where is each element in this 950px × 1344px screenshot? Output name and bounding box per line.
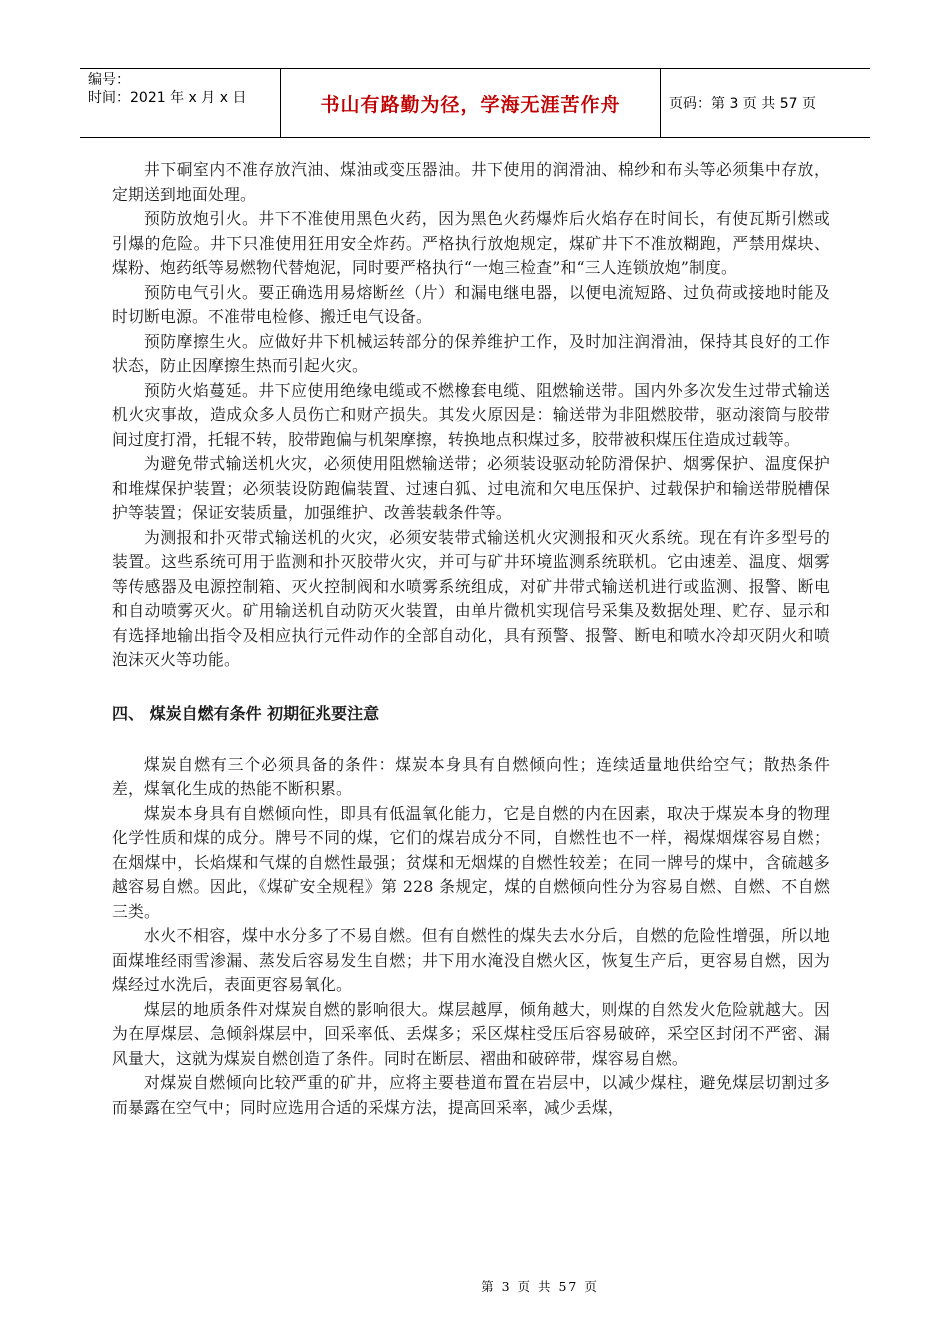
paragraph: 预防火焰蔓延。井下应使用绝缘电缆或不燃橡套电缆、阻燃输送带。国内外多次发生过带式输送机火灾事故，造成众多人员伤亡和财产损失。其发火原因是：输送带为非阻燃胶带，驱动滚筒与胶带间过度打滑，托辊不转，胶带跑偏与机架摩擦，转换地点积煤过多，胶带被积煤压住造成过载等。 <box>112 380 830 449</box>
document-time: 时间：2021 年 x 月 x 日 <box>88 90 247 106</box>
paragraph: 为避免带式输送机火灾，必须使用阻燃输送带；必须装设驱动轮防滑保护、烟雾保护、温度保护和堆煤保护装置；必须装设防跑偏装置、过速白狐、过电流和欠电压保护、过载保护和输送带脱槽保护等装置；保证安装质量，加强维护、改善装载条件等。 <box>112 454 830 522</box>
paragraph: 预防摩擦生火。应做好井下机械运转部分的保养维护工作，及时加注润滑油，保持其良好的工作状态，防止因摩擦生热而引起火灾。 <box>112 331 830 375</box>
header-page-info: 页码：第 3 页 共 57 页 <box>669 96 816 112</box>
page-footer: 第 3 页 共 57 页 <box>481 1279 599 1294</box>
paragraph: 井下硐室内不准存放汽油、煤油或变压器油。井下使用的润滑油、棉纱和布头等必须集中存放，定期送到地面处理。 <box>112 160 830 204</box>
document-number-label: 编号： <box>88 72 130 88</box>
paragraph: 煤炭自燃有三个必须具备的条件：煤炭本身具有自燃倾向性；连续适量地供给空气；散热条件差，煤氧化生成的热能不断积累。 <box>112 754 830 798</box>
page-header <box>80 68 870 138</box>
header-motto: 书山有路勤为径，学海无涯苦作舟 <box>281 69 661 137</box>
paragraph: 预防电气引火。要正确选用易熔断丝（片）和漏电继电器，以便电流短路、过负荷或接地时能及时切断电源。不准带电检修、搬迁电气设备。 <box>112 282 830 326</box>
paragraph: 为测报和扑灭带式输送机的火灾，必须安装带式输送机火灾测报和灭火系统。现在有许多型号的装置。这些系统可用于监测和扑灭胶带火灾，并可与矿井环境监测系统联机。它由速差、温度、烟雾等传感器及电源控制箱、灭火控制阀和水喷雾系统组成，对矿井带式输送机进行或监测、报警、断电和自动喷雾灭火。矿用输送机自动防灭火装置，由单片微机实现信号采集及数据处理、贮存、显示和有选择地输出指令及相应执行元件动作的全部自动化，具有预警、报警、断电和喷水冷却灭阴火和喷泡沫灭火等功能。 <box>112 527 830 669</box>
paragraph: 水火不相容，煤中水分多了不易自燃。但有自燃性的煤失去水分后，自燃的危险性增强，所以地面煤堆经雨雪渗漏、蒸发后容易发生自燃；井下用水淹没自燃火区，恢复生产后，更容易自燃，因为煤经过水洗后，表面更容易氧化。 <box>112 926 830 994</box>
paragraph: 煤层的地质条件对煤炭自燃的影响很大。煤层越厚，倾角越大，则煤的自然发火危险就越大。因为在厚煤层、急倾斜煤层中，回采率低、丢煤多；采区煤柱受压后容易破碎，采空区封闭不严密、漏风量大，这就为煤炭自燃创造了条件。同时在断层、褶曲和破碎带，煤容易自燃。 <box>112 999 830 1068</box>
paragraph: 对煤炭自燃倾向比较严重的矿井，应将主要巷道布置在岩层中，以减少煤柱，避免煤层切割过多而暴露在空气中；同时应选用合适的采煤方法，提高回采率，减少丢煤， <box>112 1073 830 1117</box>
section-heading: 四、 煤炭自燃有条件 初期征兆要注意 <box>112 703 380 723</box>
paragraph: 煤炭本身具有自燃倾向性，即具有低温氧化能力，它是自燃的内在因素，取决于煤炭本身的物理化学性质和煤的成分。牌号不同的煤，它们的煤岩成分不同，自燃性也不一样，褐煤烟煤容易自燃；在烟煤中，长焰煤和气煤的自燃性最强；贫煤和无烟煤的自燃性较差；在同一牌号的煤中，含硫越多越容易自燃。因此，《煤矿安全规程》第 228 条规定，煤的自燃倾向性分为容易自燃、自燃、不自燃三类。 <box>112 803 830 921</box>
paragraph: 预防放炮引火。井下不准使用黑色火药，因为黑色火药爆炸后火焰存在时间长，有使瓦斯引燃或引爆的危险。井下只准使用狂用安全炸药。严格执行放炮规定，煤矿井下不准放糊跑，严禁用煤块、煤粉、炮药纸等易燃物代替炮泥，同时要严格执行“一炮三检查”和“三人连锁放炮”制度。 <box>112 209 830 277</box>
document-body <box>112 158 830 1120</box>
header-meta <box>80 69 281 137</box>
